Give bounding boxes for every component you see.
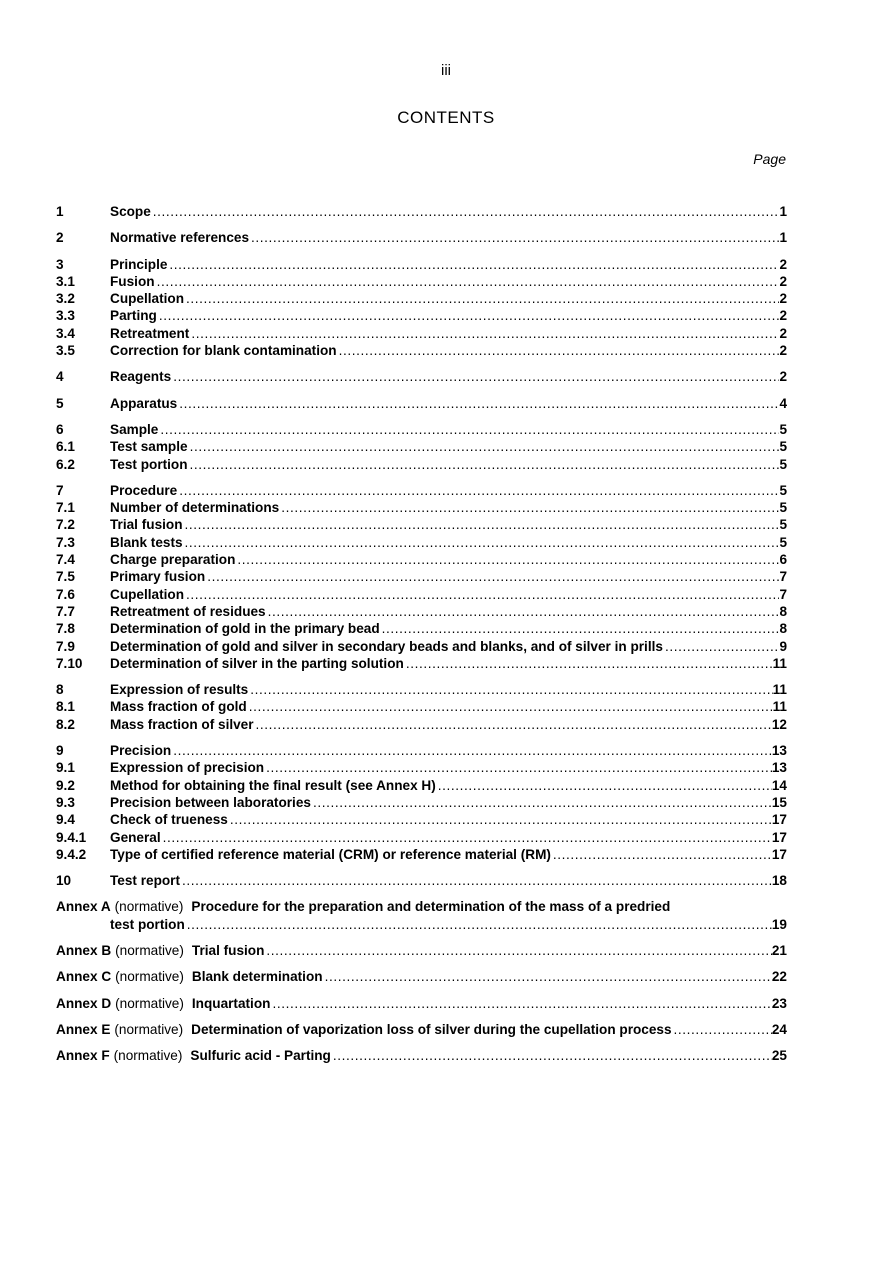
toc-entry-number: 1 bbox=[56, 204, 64, 219]
annex-page: 24 bbox=[771, 1021, 787, 1037]
toc-entry-number: 3.3 bbox=[56, 308, 75, 324]
dot-leader bbox=[663, 638, 779, 655]
toc-entry-title: Parting bbox=[110, 308, 157, 324]
toc-entry-title: Blank tests bbox=[110, 534, 183, 550]
annex-label: Annex C bbox=[56, 969, 112, 985]
annex-title: Sulfuric acid - Parting bbox=[190, 1048, 331, 1064]
toc-entry[interactable] bbox=[56, 872, 787, 889]
dot-leader bbox=[158, 421, 779, 438]
toc-entry-number: 4 bbox=[56, 369, 64, 385]
toc-entry[interactable] bbox=[56, 307, 787, 324]
toc-annex-entry[interactable] bbox=[56, 995, 787, 1012]
toc-entry-number: 9.4.1 bbox=[56, 829, 87, 845]
toc-entry[interactable] bbox=[56, 290, 787, 307]
toc-entry-page: 4 bbox=[779, 395, 787, 411]
page-number: iii bbox=[441, 62, 451, 79]
toc-entry-page: 2 bbox=[779, 273, 787, 289]
toc-entry-page: 2 bbox=[779, 325, 787, 341]
toc-entry-title: Charge preparation bbox=[110, 552, 236, 568]
toc-entry-page: 2 bbox=[779, 308, 787, 324]
toc-entry-page: 5 bbox=[779, 534, 787, 550]
toc-entry-page: 18 bbox=[771, 873, 787, 889]
toc-entry[interactable] bbox=[56, 716, 787, 733]
toc-entry-title: Retreatment of residues bbox=[110, 603, 266, 619]
toc-entry-page: 13 bbox=[771, 760, 787, 776]
dot-leader bbox=[189, 325, 779, 342]
toc-entry-page: 5 bbox=[779, 482, 787, 498]
toc-entry-page: 9 bbox=[779, 638, 787, 654]
toc-entry-title: Mass fraction of gold bbox=[110, 699, 247, 715]
dot-leader bbox=[184, 290, 779, 307]
annex-type: (normative) bbox=[113, 1048, 183, 1064]
toc-entry[interactable] bbox=[56, 516, 787, 533]
toc-entry-title: Sample bbox=[110, 421, 159, 437]
toc-entry-page: 11 bbox=[772, 682, 787, 698]
toc-entry-number: 3.1 bbox=[56, 273, 75, 289]
toc-group bbox=[56, 872, 787, 889]
toc-entry-title: Scope bbox=[110, 204, 151, 219]
toc-group bbox=[56, 368, 787, 385]
toc-annex-entry[interactable] bbox=[56, 1021, 787, 1038]
toc-entry-number: 7.2 bbox=[56, 517, 75, 533]
toc-entry-number: 8.2 bbox=[56, 716, 75, 732]
toc-annex-entry[interactable] bbox=[56, 898, 787, 933]
toc-entry[interactable] bbox=[56, 395, 787, 412]
toc-entry-page: 1 bbox=[779, 204, 787, 219]
dot-leader bbox=[672, 1021, 772, 1038]
dot-leader bbox=[155, 273, 780, 290]
toc-entry-title: Expression of results bbox=[110, 682, 249, 698]
toc-entry-page: 5 bbox=[779, 456, 787, 472]
toc-entry-number: 9.2 bbox=[56, 777, 75, 793]
toc-entry-number: 7.5 bbox=[56, 569, 75, 585]
toc-entry-number: 9 bbox=[56, 743, 64, 759]
toc-entry-title: Retreatment bbox=[110, 325, 190, 341]
toc-group bbox=[56, 742, 787, 863]
toc-entry-number: 2 bbox=[56, 230, 64, 246]
toc-entry-page: 17 bbox=[771, 829, 787, 845]
toc-entry-title: Principle bbox=[110, 256, 168, 272]
toc-entry-number: 9.1 bbox=[56, 760, 75, 776]
toc-entry-title: Reagents bbox=[110, 369, 172, 385]
toc-entry[interactable] bbox=[56, 368, 787, 385]
dot-leader bbox=[151, 203, 780, 220]
toc-entry-page: 7 bbox=[779, 569, 787, 585]
dot-leader bbox=[171, 742, 772, 759]
toc-entry-title: Determination of silver in the parting solution bbox=[110, 655, 404, 671]
dot-leader bbox=[551, 846, 772, 863]
toc-entry-number: 3 bbox=[56, 256, 64, 272]
annex-page: 23 bbox=[771, 995, 787, 1011]
dot-leader bbox=[264, 759, 772, 776]
toc-entry[interactable] bbox=[56, 681, 787, 698]
toc-entry-number: 7.4 bbox=[56, 552, 75, 568]
toc-group bbox=[56, 681, 787, 733]
toc-entry[interactable] bbox=[56, 482, 787, 499]
annex-type: (normative) bbox=[114, 1021, 184, 1037]
toc-entry-number: 7.10 bbox=[56, 655, 83, 671]
annex-page: 19 bbox=[771, 916, 787, 932]
toc-entry-number: 7.8 bbox=[56, 621, 75, 637]
dot-leader bbox=[266, 603, 780, 620]
toc-group bbox=[56, 395, 787, 412]
dot-leader bbox=[157, 307, 780, 324]
dot-leader bbox=[205, 568, 779, 585]
dot-leader bbox=[249, 229, 779, 246]
dot-leader bbox=[167, 256, 779, 273]
toc-entry-page: 17 bbox=[771, 812, 787, 828]
toc-entry-page: 11 bbox=[772, 655, 787, 671]
toc-entry[interactable] bbox=[56, 256, 787, 273]
annex-title: Procedure for the preparation and determination of the mass of a predried bbox=[191, 899, 671, 915]
dot-leader bbox=[228, 811, 772, 828]
dot-leader bbox=[188, 456, 780, 473]
annex-title: Determination of vaporization loss of silver during the cupellation process bbox=[191, 1021, 672, 1037]
toc-entry-number: 5 bbox=[56, 395, 64, 411]
toc-entry-number: 7.6 bbox=[56, 586, 75, 602]
toc-entry-title: Normative references bbox=[110, 230, 250, 246]
toc-entry-number: 7.9 bbox=[56, 638, 75, 654]
toc-entry[interactable] bbox=[56, 273, 787, 290]
toc-entry[interactable] bbox=[56, 655, 787, 672]
toc-entry-title: Fusion bbox=[110, 273, 155, 289]
toc-entry[interactable] bbox=[56, 811, 787, 828]
toc-entry-title: Determination of gold in the primary bead bbox=[110, 621, 380, 637]
toc-group bbox=[56, 256, 787, 360]
toc-entry-number: 7 bbox=[56, 482, 64, 498]
annex-label: Annex F bbox=[56, 1048, 110, 1064]
toc-entry-title: Number of determinations bbox=[110, 500, 280, 516]
annex-label: Annex A bbox=[56, 899, 111, 915]
toc-entry[interactable] bbox=[56, 846, 787, 863]
toc-entry-title: Mass fraction of silver bbox=[110, 716, 254, 732]
contents-heading: CONTENTS bbox=[397, 108, 495, 127]
toc-entry-title: Trial fusion bbox=[110, 517, 183, 533]
toc-entry[interactable] bbox=[56, 229, 787, 246]
toc-entry-number: 6 bbox=[56, 421, 64, 437]
toc-group bbox=[56, 203, 787, 220]
toc-entry-title: Method for obtaining the final result (see Annex H) bbox=[110, 777, 436, 793]
toc-entry-number: 3.2 bbox=[56, 291, 75, 307]
dot-leader bbox=[404, 655, 773, 672]
toc-entry-number: 9.3 bbox=[56, 794, 75, 810]
toc-entry[interactable] bbox=[56, 586, 787, 603]
dot-leader bbox=[254, 716, 772, 733]
toc-entry-page: 5 bbox=[779, 421, 787, 437]
toc-entry-title: Check of trueness bbox=[110, 812, 228, 828]
toc-entry[interactable] bbox=[56, 829, 787, 846]
toc-entry-page: 2 bbox=[779, 291, 787, 307]
toc-entry-title: Primary fusion bbox=[110, 569, 206, 585]
toc-entry-page: 14 bbox=[771, 777, 787, 793]
dot-leader bbox=[177, 395, 779, 412]
toc-entry-title: General bbox=[110, 829, 161, 845]
toc-entry[interactable] bbox=[56, 456, 787, 473]
toc-entry-page: 2 bbox=[779, 369, 787, 385]
annex-title: Inquartation bbox=[191, 995, 271, 1011]
dot-leader bbox=[180, 872, 772, 889]
toc-entry-number: 9.4.2 bbox=[56, 846, 87, 862]
toc-entry-number: 7.3 bbox=[56, 534, 75, 550]
toc-entry-title: Precision bbox=[110, 743, 172, 759]
toc-entry-page: 5 bbox=[779, 439, 787, 455]
toc-entry-title: Correction for blank contamination bbox=[110, 343, 337, 359]
dot-leader bbox=[183, 534, 780, 551]
annex-type: (normative) bbox=[115, 995, 184, 1011]
toc-entry-page: 7 bbox=[779, 586, 787, 602]
dot-leader bbox=[171, 368, 779, 385]
annex-title: Trial fusion bbox=[191, 942, 265, 958]
toc-entry-title: Cupellation bbox=[110, 291, 185, 307]
toc-entry[interactable] bbox=[56, 203, 787, 220]
toc-entry-page: 2 bbox=[779, 256, 787, 272]
toc-entry-page: 15 bbox=[771, 794, 787, 810]
toc-entry-title: Cupellation bbox=[110, 586, 185, 602]
toc-entry-title: Type of certified reference material (CRM) or reference material (RM) bbox=[110, 846, 551, 862]
annex-page: 25 bbox=[771, 1048, 787, 1064]
toc-entry-page: 5 bbox=[779, 517, 787, 533]
toc-entry-number: 9.4 bbox=[56, 812, 75, 828]
toc-entry-page: 17 bbox=[771, 846, 787, 862]
toc-entry[interactable] bbox=[56, 603, 787, 620]
toc-entry-page: 6 bbox=[779, 552, 787, 568]
toc-entry-title: Expression of precision bbox=[110, 760, 265, 776]
toc-annex-entry[interactable] bbox=[56, 1047, 787, 1064]
toc-entry-title: Precision between laboratories bbox=[110, 794, 311, 810]
toc-entry-number: 8.1 bbox=[56, 699, 75, 715]
toc-entry-page: 11 bbox=[772, 699, 787, 715]
annex-page: 22 bbox=[771, 969, 787, 985]
toc-entry[interactable] bbox=[56, 568, 787, 585]
toc-entry-title: Test report bbox=[110, 873, 180, 889]
dot-leader bbox=[185, 916, 772, 933]
toc-entry[interactable] bbox=[56, 342, 787, 359]
annex-type: (normative) bbox=[115, 969, 184, 985]
toc-entry-title: Procedure bbox=[110, 482, 178, 498]
annex-type: (normative) bbox=[115, 942, 184, 958]
annex-title: Blank determination bbox=[191, 969, 323, 985]
toc-entry[interactable] bbox=[56, 742, 787, 759]
page-column-label: Page bbox=[753, 151, 786, 167]
toc-entry-page: 8 bbox=[779, 621, 787, 637]
toc-annex-entry[interactable] bbox=[56, 942, 787, 959]
toc-entry[interactable] bbox=[56, 551, 787, 568]
toc-entry-number: 8 bbox=[56, 682, 64, 698]
dot-leader bbox=[248, 681, 772, 698]
toc-entry-page: 12 bbox=[771, 716, 787, 732]
toc-entry-number: 7.1 bbox=[56, 500, 75, 516]
toc-entry[interactable] bbox=[56, 777, 787, 794]
toc-entry-number: 7.7 bbox=[56, 603, 75, 619]
annex-type: (normative) bbox=[114, 899, 184, 915]
toc-annex-entry[interactable] bbox=[56, 968, 787, 985]
toc-entry[interactable] bbox=[56, 421, 787, 438]
dot-leader bbox=[323, 968, 772, 985]
annex-title-continued: test portion bbox=[110, 916, 185, 932]
dot-leader bbox=[311, 794, 772, 811]
dot-leader bbox=[183, 516, 780, 533]
dot-leader bbox=[235, 551, 779, 568]
toc-entry-title: Test portion bbox=[110, 456, 188, 472]
toc-entry-page: 2 bbox=[779, 343, 787, 359]
toc-entry[interactable] bbox=[56, 698, 787, 715]
dot-leader bbox=[337, 342, 780, 359]
dot-leader bbox=[177, 482, 779, 499]
toc-entry-number: 10 bbox=[56, 873, 72, 889]
annex-label: Annex D bbox=[56, 995, 112, 1011]
dot-leader bbox=[184, 586, 779, 603]
annex-label: Annex B bbox=[56, 942, 112, 958]
toc-group bbox=[56, 421, 787, 473]
toc-group bbox=[56, 482, 787, 672]
dot-leader bbox=[380, 620, 780, 637]
toc-entry[interactable] bbox=[56, 325, 787, 342]
toc-entry[interactable] bbox=[56, 499, 787, 516]
dot-leader bbox=[161, 829, 772, 846]
toc-group bbox=[56, 229, 787, 246]
toc-entry[interactable] bbox=[56, 534, 787, 551]
dot-leader bbox=[270, 995, 771, 1012]
toc-entry[interactable] bbox=[56, 620, 787, 637]
toc-entry[interactable] bbox=[56, 759, 787, 776]
toc-entry-page: 1 bbox=[779, 230, 787, 246]
toc-entry-title: Apparatus bbox=[110, 395, 178, 411]
toc-entry-number: 6.1 bbox=[56, 439, 75, 455]
toc-entry-page: 5 bbox=[779, 500, 787, 516]
toc-entry[interactable] bbox=[56, 794, 787, 811]
dot-leader bbox=[247, 698, 773, 715]
toc-entry-page: 8 bbox=[779, 603, 787, 619]
dot-leader bbox=[331, 1047, 772, 1064]
annex-page: 21 bbox=[771, 942, 787, 958]
annex-label: Annex E bbox=[56, 1021, 111, 1037]
dot-leader bbox=[436, 777, 772, 794]
toc-entry-title: Determination of gold and silver in secondary beads and blanks, and of silver in prills bbox=[110, 638, 663, 654]
toc-entry-title: Test sample bbox=[110, 439, 188, 455]
toc-entry-number: 6.2 bbox=[56, 456, 75, 472]
toc-entry-page: 13 bbox=[771, 743, 787, 759]
table-of-contents bbox=[56, 203, 787, 1073]
toc-entry-number: 3.4 bbox=[56, 325, 75, 341]
dot-leader bbox=[264, 942, 771, 959]
dot-leader bbox=[279, 499, 779, 516]
toc-entry-number: 3.5 bbox=[56, 343, 75, 359]
toc-entry[interactable] bbox=[56, 438, 787, 455]
dot-leader bbox=[188, 438, 780, 455]
toc-entry[interactable] bbox=[56, 638, 787, 655]
